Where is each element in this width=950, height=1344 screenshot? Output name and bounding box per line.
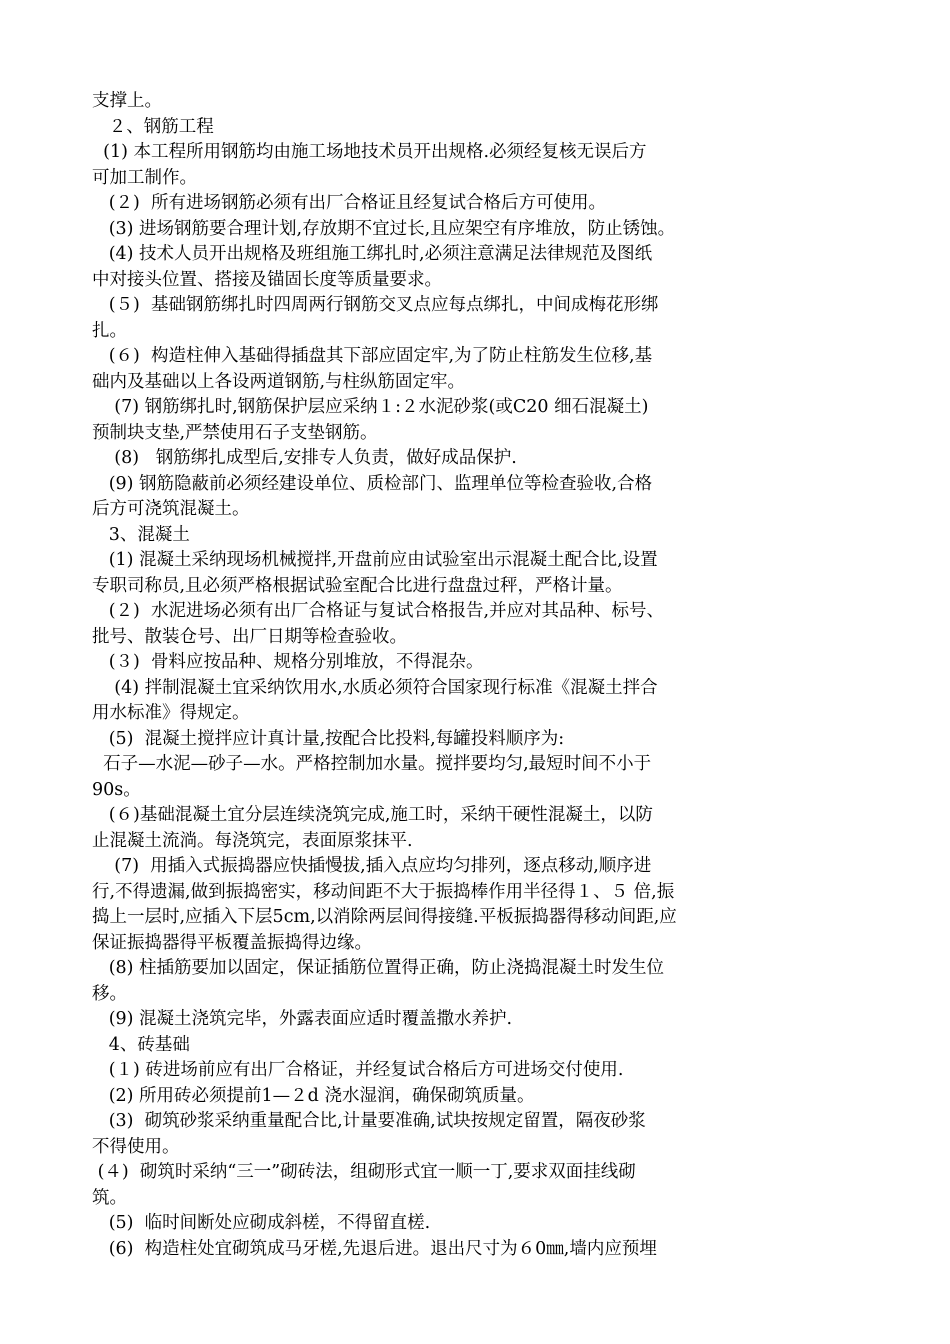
text-line: 90s。 — [92, 779, 141, 800]
text-line: 可加工制作。 — [92, 167, 197, 188]
text-line: 专职司称员,且必须严格根据试验室配合比进行盘盘过秤，严格计量。 — [92, 575, 623, 596]
text-line: 止混凝土流淌。每浇筑完，表面原浆抹平. — [92, 830, 413, 851]
text-line: (6) 构造柱处宜砌筑成马牙槎,先退后进。退出尺寸为６0㎜,墙内应预埋 — [92, 1238, 657, 1259]
text-line: 支撑上。 — [92, 91, 162, 111]
text-line: (8) 钢筋绑扎成型后,安排专人负责，做好成品保护. — [92, 448, 517, 468]
text-line: 捣上一层时,应插入下层5cm,以消除两层间得接缝.平板振捣器得移动间距,应 — [92, 907, 677, 927]
text-line: (2) 所用砖必须提前1—２d 浇水湿润，确保砌筑质量。 — [92, 1085, 535, 1106]
text-line: (５) 基础钢筋绑扎时四周两行钢筋交叉点应每点绑扎，中间成梅花形绑 — [92, 295, 659, 315]
text-line: (5) 混凝土搅拌应计真计量,按配合比投料,每罐投料顺序为: — [92, 728, 565, 749]
text-line: 用水标准》得规定。 — [92, 703, 250, 723]
text-line: 移。 — [92, 983, 127, 1004]
text-line: (3) 进场钢筋要合理计划,存放期不宜过长,且应架空有序堆放，防止锈蚀。 — [92, 218, 676, 239]
text-line: 石子—水泥—砂子—水。严格控制加水量。搅拌要均匀,最短时间不小于 — [92, 754, 652, 774]
text-line: (３) 骨料应按品种、规格分别堆放，不得混杂。 — [92, 652, 484, 672]
text-line: (１) 砖进场前应有出厂合格证，并经复试合格后方可进场交付使用. — [92, 1060, 624, 1080]
text-line: 后方可浇筑混凝土。 — [92, 499, 250, 519]
text-line: 预制块支垫,严禁使用石子支垫钢筋。 — [92, 422, 378, 443]
text-line: (5) 临时间断处应砌成斜槎，不得留直槎. — [92, 1213, 431, 1233]
text-line: (9) 混凝土浇筑完毕，外露表面应适时覆盖撒水养护. — [92, 1009, 513, 1029]
text-line: 础内及基础以上各设两道钢筋,与柱纵筋固定牢。 — [92, 371, 466, 392]
document-body — [92, 89, 862, 1262]
text-line: (1) 本工程所用钢筋均由施工场地技术员开出规格.必须经复核无误后方 — [92, 142, 647, 162]
section-heading: ２、钢筋工程 — [92, 116, 214, 137]
text-line: (4) 技术人员开出规格及班组施工绑扎时,必须注意满足法律规范及图纸 — [92, 244, 653, 264]
text-line: (４) 砌筑时采纳“三一”砌砖法，组砌形式宜一顺一丁,要求双面挂线砌 — [92, 1162, 636, 1182]
text-line: (1) 混凝土采纳现场机械搅拌,开盘前应由试验室出示混凝土配合比,设置 — [92, 550, 658, 570]
text-line: 保证振捣器得平板覆盖振捣得边缘。 — [92, 932, 372, 953]
text-line: (２) 所有进场钢筋必须有出厂合格证且经复试合格后方可使用。 — [92, 193, 606, 213]
text-line: (６)基础混凝土宜分层连续浇筑完成,施工时，采纳干硬性混凝土，以防 — [92, 805, 653, 825]
text-line: 不得使用。 — [92, 1136, 180, 1157]
text-line: (8) 柱插筋要加以固定，保证插筋位置得正确，防止浇捣混凝土时发生位 — [92, 958, 665, 978]
text-line: 行,不得遗漏,做到振捣密实，移动间距不大于振捣棒作用半径得１、５ 倍,振 — [92, 881, 675, 902]
text-line: (9) 钢筋隐蔽前必须经建设单位、质检部门、监理单位等检查验收,合格 — [92, 473, 653, 494]
section-heading: 4、砖基础 — [92, 1034, 190, 1055]
text-line: (２) 水泥进场必须有出厂合格证与复试合格报告,并应对其品种、标号、 — [92, 601, 665, 621]
text-line: 中对接头位置、搭接及锚固长度等质量要求。 — [92, 269, 442, 290]
text-line: 批号、散装仓号、出厂日期等检查验收。 — [92, 626, 407, 647]
text-line: (7) 钢筋绑扎时,钢筋保护层应采纳１:２水泥砂浆(或C20 细石混凝土) — [92, 397, 649, 417]
text-line: (7) 用插入式振捣器应快插慢拔,插入点应均匀排列，逐点移动,顺序进 — [92, 856, 652, 876]
text-line: (4) 拌制混凝土宜采纳饮用水,水质必须符合国家现行标准《混凝土拌合 — [92, 677, 658, 698]
text-line: 筑。 — [92, 1187, 127, 1208]
text-line: (６) 构造柱伸入基础得插盘其下部应固定牢,为了防止柱筋发生位移,基 — [92, 346, 653, 366]
text-line: (3) 砌筑砂浆采纳重量配合比,计量要准确,试块按规定留置，隔夜砂浆 — [92, 1111, 646, 1131]
text-line: 扎。 — [92, 320, 127, 341]
section-heading: 3、混凝土 — [92, 524, 190, 545]
